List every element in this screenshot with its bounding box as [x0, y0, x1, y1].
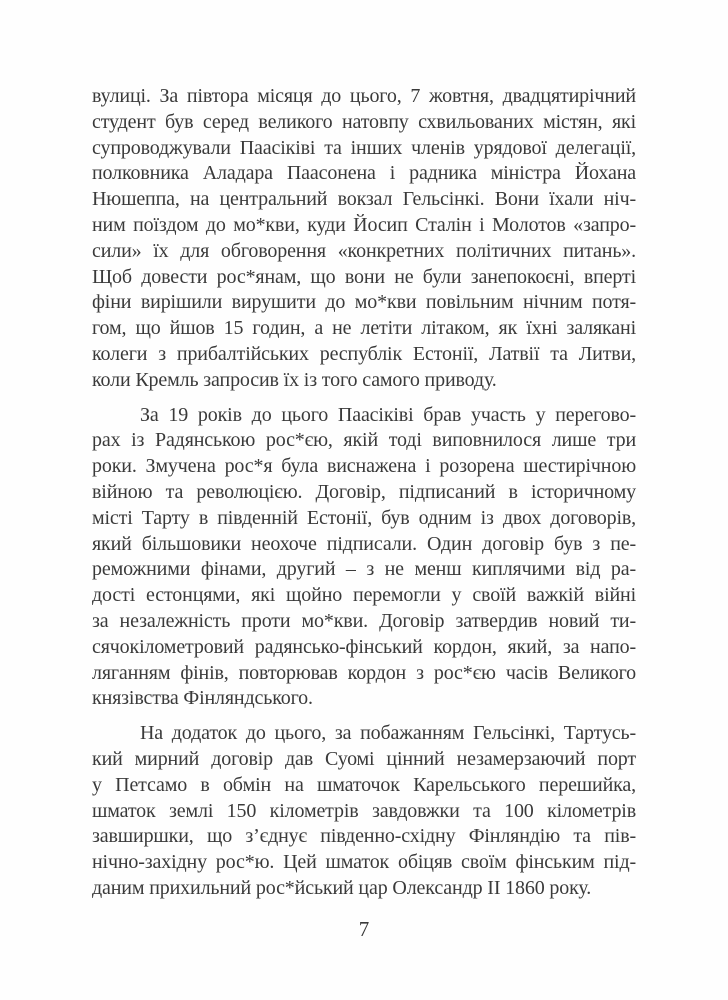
- text-line: студент був серед великого натовпу схвильованих містян, які: [92, 110, 636, 133]
- text-line: колеги з прибалтійських республік Естонії, Латвії та Литви,: [92, 342, 636, 365]
- text-line: рах із Радянською рос*єю, якій тоді виповнилося лише три: [92, 429, 636, 452]
- paragraph: [92, 403, 636, 713]
- text-line: кий мирний договір дав Суомі цінний незамерзаючий порт: [92, 747, 636, 770]
- text-line: за незалежність проти мо*кви. Договір затвердив новий ти-: [92, 609, 636, 632]
- text-line: вулиці. За півтора місяця до цього, 7 жовтня, двадцятирічний: [92, 85, 636, 107]
- text-line: ним поїздом до мо*кви, куди Йосип Сталін і Молотов «запро-: [92, 213, 636, 236]
- text-line: фіни вирішили вирушити до мо*кви повільним нічним потя-: [92, 291, 636, 314]
- text-line: князівства Фінляндського.: [92, 687, 313, 710]
- paragraph: [92, 84, 636, 394]
- text-line: роки. Змучена рос*я була виснажена і розорена шестирічною: [92, 455, 636, 478]
- text-line: За 19 років до цього Паасіківі брав участь у перегово-: [140, 403, 636, 426]
- page-number: 7: [358, 917, 370, 941]
- text-line: Щоб довести рос*янам, що вони не були занепокоєні, вперті: [92, 265, 636, 288]
- text-line: шматок землі 150 кілометрів завдовжки та 100 кілометрів: [92, 799, 636, 822]
- text-line: у Петсамо в обмін на шматочок Карельського перешийка,: [92, 773, 636, 796]
- text-line: гом, що йшов 15 годин, а не летіти літаком, як їхні залякані: [92, 317, 636, 340]
- text-block: [92, 84, 636, 902]
- text-line: ляганням фінів, повторював кордон з рос*єю часів Великого: [92, 661, 636, 684]
- text-line: який більшовики неохоче підписали. Один договір був з пе-: [92, 532, 636, 555]
- text-line: Нюшеппа, на центральний вокзал Гельсінкі. Вони їхали ніч-: [92, 188, 636, 211]
- text-line: війною та революцією. Договір, підписаний в історичному: [92, 480, 636, 503]
- paragraph: [92, 721, 636, 902]
- text-line: завширшки, що з’єднує південно-східну Фінляндію та пів-: [92, 825, 636, 848]
- text-line: супроводжували Паасіківі та інших членів урядової делегації,: [92, 136, 636, 159]
- text-line: нічно-західну рос*ю. Цей шматок обіцяв своїм фінським під-: [92, 851, 636, 874]
- text-line: реможними фінами, другий – з не менш киплячими від ра-: [92, 558, 636, 581]
- text-line: коли Кремль запросив їх із того самого приводу.: [92, 368, 497, 391]
- text-line: дості естонцями, які щойно перемогли у своїй важкій війні: [92, 584, 636, 607]
- text-line: сили» їх для обговорення «конкретних політичних питань».: [92, 239, 636, 262]
- text-line: сячокілометровий радянсько-фінський кордон, який, за напо-: [92, 635, 636, 658]
- text-line: полковника Аладара Паасонена і радника міністра Йохана: [92, 162, 636, 185]
- text-line: На додаток до цього, за побажанням Гельсінкі, Тартусь-: [140, 722, 636, 745]
- text-line: даним прихильний рос*йський цар Олександр II 1860 року.: [92, 876, 592, 899]
- text-line: місті Тарту в південній Естонії, був одним із двох договорів,: [92, 506, 636, 529]
